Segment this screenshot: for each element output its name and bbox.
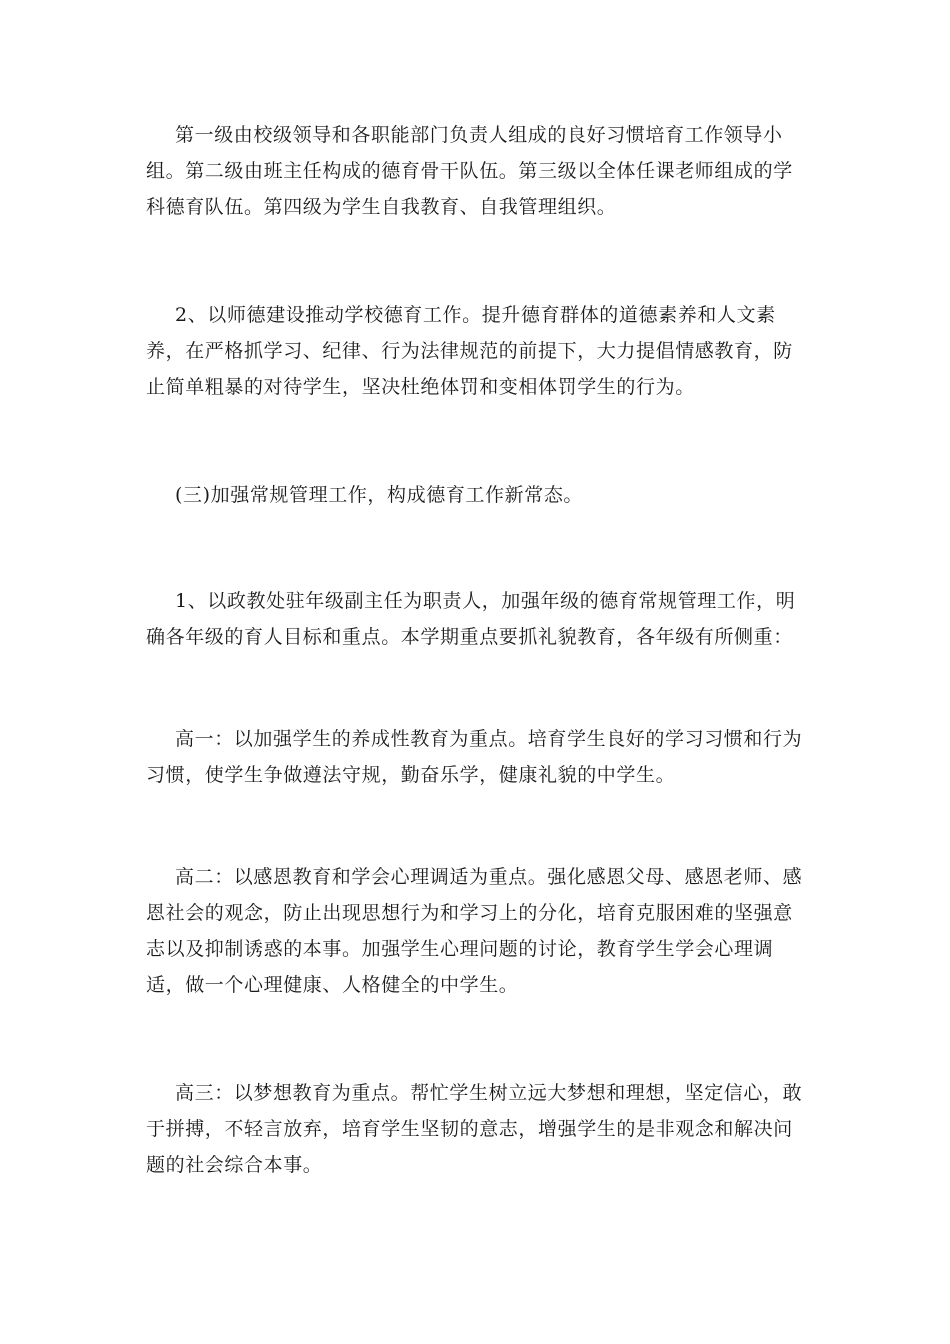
paragraph-grade-one: 高一：以加强学生的养成性教育为重点。培育学生良好的学习习惯和行为习惯，使学生争做遵法守规，勤奋乐学，健康礼貌的中学生。	[146, 728, 803, 786]
paragraph-grade-management: 1、以政教处驻年级副主任为职责人，加强年级的德育常规管理工作，明确各年级的育人目标和重点。本学期重点要抓礼貌教育，各年级有所侧重：	[146, 590, 796, 648]
section-heading-routine-management: (三)加强常规管理工作，构成德育工作新常态。	[175, 484, 584, 506]
paragraph-teacher-ethics: 2、以师德建设推动学校德育工作。提升德育群体的道德素养和人文素养，在严格抓学习、纪律、行为法律规范的前提下，大力提倡情感教育，防止简单粗暴的对待学生，坚决杜绝体罚和变相体罚学生的行为。	[146, 304, 793, 398]
paragraph-grade-three: 高三：以梦想教育为重点。帮忙学生树立远大梦想和理想，坚定信心，敢于拼搏，不轻言放弃，培育学生坚韧的意志，增强学生的是非观念和解决问题的社会综合本事。	[146, 1082, 803, 1176]
paragraph-grade-two: 高二：以感恩教育和学会心理调适为重点。强化感恩父母、感恩老师、感恩社会的观念，防止出现思想行为和学习上的分化，培育克服困难的坚强意志以及抑制诱惑的本事。加强学生心理问题的讨论，教育学生学会心理调适，做一个心理健康、人格健全的中学生。	[146, 866, 803, 996]
paragraph-leadership-levels: 第一级由校级领导和各职能部门负责人组成的良好习惯培育工作领导小组。第二级由班主任构成的德育骨干队伍。第三级以全体任课老师组成的学科德育队伍。第四级为学生自我教育、自我管理组织。	[146, 124, 793, 218]
